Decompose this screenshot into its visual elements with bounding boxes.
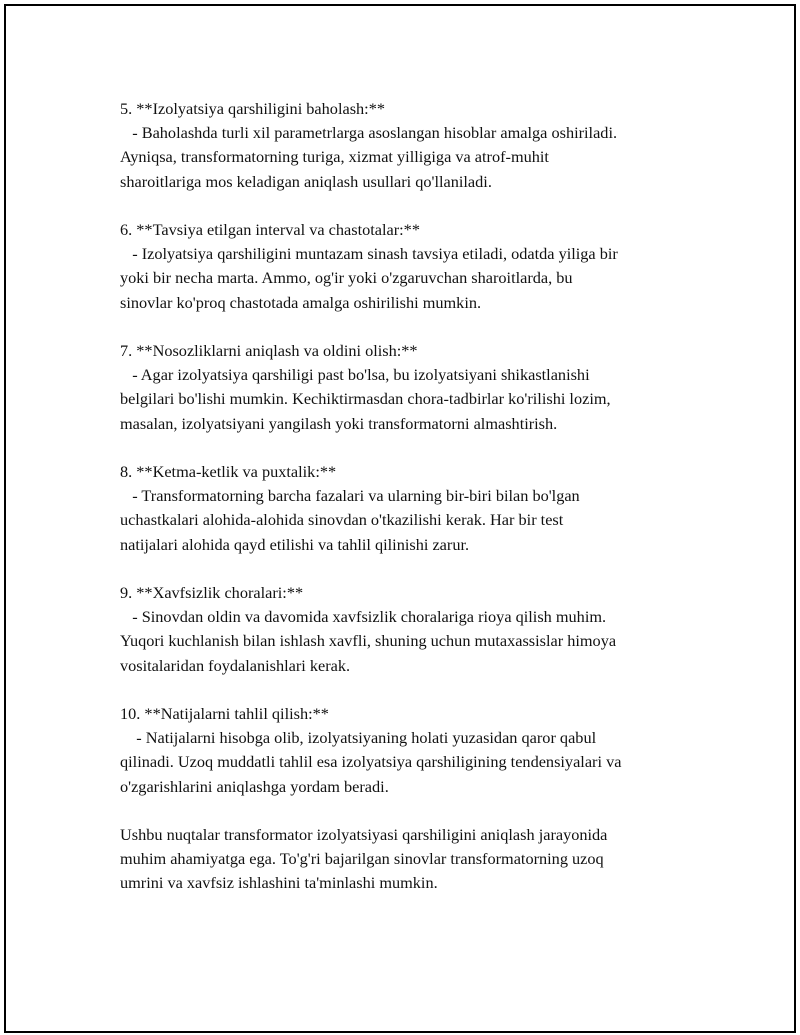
section-heading: 5. **Izolyatsiya qarshiligini baholash:** <box>120 99 385 118</box>
paragraph-line: Yuqori kuchlanish bilan ishlash xavfli, shuning uchun mutaxassislar himoya <box>120 631 617 651</box>
paragraph-line: yoki bir necha marta. Ammo, og'ir yoki o'zgaruvchan sharoitlarda, bu <box>120 268 573 288</box>
page-border <box>4 4 796 1033</box>
section-heading: 9. **Xavfsizlik choralari:** <box>120 583 304 602</box>
paragraph-line: o'zgarishlarini aniqlashga yordam beradi. <box>120 776 389 796</box>
section-heading: 10. **Natijalarni tahlil qilish:** <box>120 704 329 723</box>
section-10-analysis <box>120 702 700 799</box>
paragraph-line: belgilari bo'lishi mumkin. Kechiktirmasdan chora-tadbirlar ko'rilishi lozim, <box>120 389 611 409</box>
section-heading: 6. **Tavsiya etilgan interval va chastotalar:** <box>120 220 420 239</box>
paragraph-line: sinovlar ko'proq chastotada amalga oshirilishi mumkin. <box>120 292 482 312</box>
section-heading: 8. **Ketma-ketlik va puxtalik:** <box>120 462 337 481</box>
paragraph-line: - Agar izolyatsiya qarshiligi past bo'lsa, bu izolyatsiyani shikastlanishi <box>120 365 590 385</box>
paragraph-line: - Natijalarni hisobga olib, izolyatsiyaning holati yuzasidan qaror qabul <box>120 728 597 748</box>
paragraph-line: vositalaridan foydalanishlari kerak. <box>120 655 351 675</box>
section-heading: 7. **Nosozliklarni aniqlash va oldini olish:** <box>120 341 418 360</box>
section-5-evaluation <box>120 97 700 194</box>
paragraph-line: Ayniqsa, transformatorning turiga, xizmat yilligiga va atrof-muhit <box>120 147 549 167</box>
paragraph-line: muhim ahamiyatga ega. To'g'ri bajarilgan sinovlar transformatorning uzoq <box>120 849 604 869</box>
paragraph-line: qilinadi. Uzoq muddatli tahlil esa izolyatsiya qarshiligining tendensiyalari va <box>120 752 622 772</box>
paragraph-line: natijalari alohida qayd etilishi va tahlil qilinishi zarur. <box>120 534 470 554</box>
paragraph-line: Ushbu nuqtalar transformator izolyatsiyasi qarshiligini aniqlash jarayonida <box>120 825 608 844</box>
paragraph-line: - Baholashda turli xil parametrlarga asoslangan hisoblar amalga oshiriladi. <box>120 123 618 143</box>
section-9-safety <box>120 581 700 678</box>
conclusion-paragraph <box>120 823 700 896</box>
section-6-interval <box>120 218 700 315</box>
document-body <box>120 97 700 920</box>
section-8-sequence <box>120 460 700 557</box>
section-7-faults <box>120 339 700 436</box>
paragraph-line: uchastkalari alohida-alohida sinovdan o'tkazilishi kerak. Har bir test <box>120 510 564 530</box>
paragraph-line: - Transformatorning barcha fazalari va ularning bir-biri bilan bo'lgan <box>120 486 580 506</box>
paragraph-line: masalan, izolyatsiyani yangilash yoki transformatorni almashtirish. <box>120 413 558 433</box>
paragraph-line: - Izolyatsiya qarshiligini muntazam sinash tavsiya etiladi, odatda yiliga bir <box>120 244 618 264</box>
paragraph-line: sharoitlariga mos keladigan aniqlash usullari qo'llaniladi. <box>120 171 492 191</box>
paragraph-line: umrini va xavfsiz ishlashini ta'minlashi mumkin. <box>120 873 438 893</box>
paragraph-line: - Sinovdan oldin va davomida xavfsizlik choralariga rioya qilish muhim. <box>120 607 607 627</box>
